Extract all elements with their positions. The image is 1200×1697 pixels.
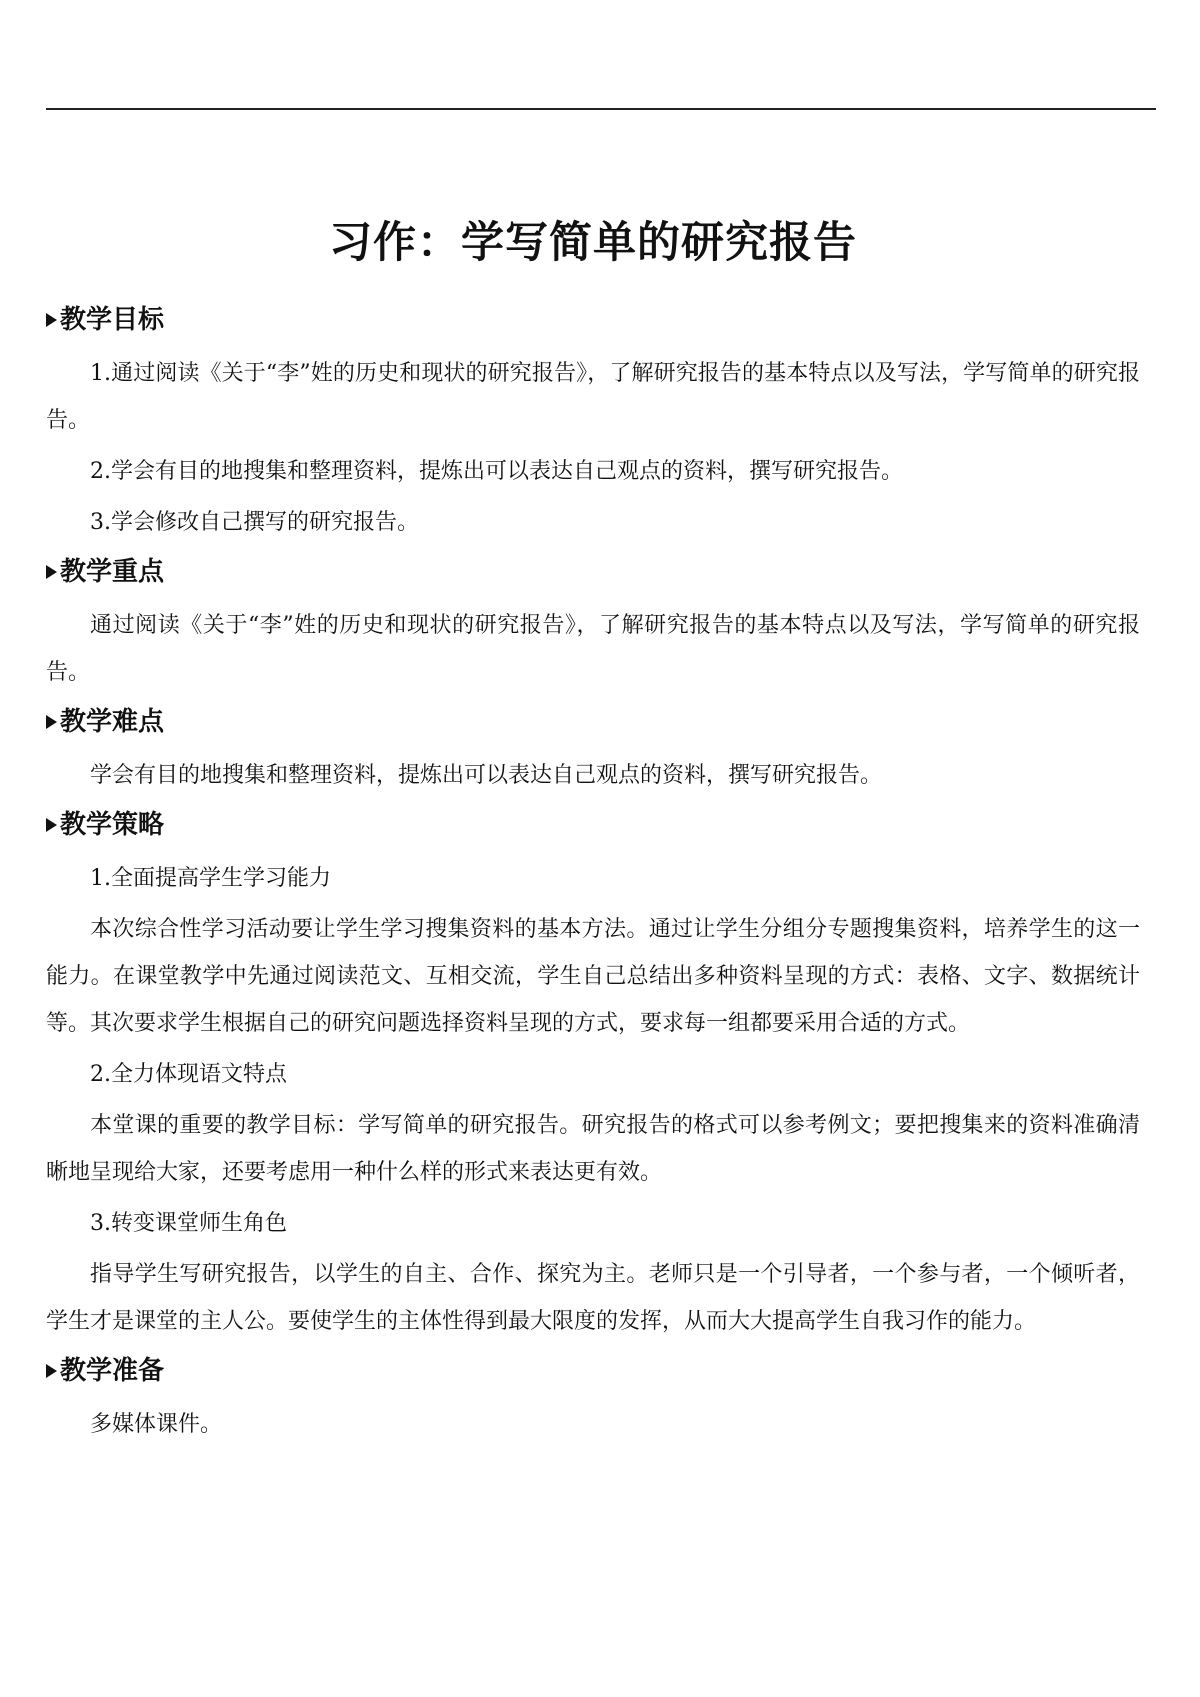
strategy-paragraph-1: 本次综合性学习活动要让学生学习搜集资料的基本方法。通过让学生分组分专题搜集资料，培养学生的这一能力。在课堂教学中先通过阅读范文、互相交流，学生自己总结出多种资料呈现的方式：表格、文字、数据统计等。其次要求学生根据自己的研究问题选择资料呈现的方式，要求每一组都要采用合适的方式。	[46, 917, 1140, 1036]
triangle-bullet-icon	[46, 313, 57, 327]
section-heading	[46, 803, 1140, 847]
preparation-paragraph: 多媒体课件。	[90, 1412, 223, 1437]
section-teaching-goals	[46, 298, 1140, 546]
section-heading-text: 教学重点	[60, 557, 165, 587]
document-title: 习作：学写简单的研究报告	[329, 218, 857, 268]
section-heading-text: 教学策略	[60, 810, 165, 840]
goal-item-1: 1.通过阅读《关于“李”姓的历史和现状的研究报告》，了解研究报告的基本特点以及写法，学写简单的研究报告。	[46, 361, 1140, 433]
section-teaching-difficulty	[46, 700, 1140, 799]
header-rule	[46, 108, 1156, 110]
triangle-bullet-icon	[46, 565, 57, 579]
section-teaching-preparation	[46, 1349, 1140, 1448]
section-heading	[46, 700, 1140, 744]
section-heading-text: 教学目标	[60, 305, 165, 335]
strategy-subheading-2: 2.全力体现语文特点	[90, 1062, 287, 1087]
difficulty-paragraph: 学会有目的地搜集和整理资料，提炼出可以表达自己观点的资料，撰写研究报告。	[90, 763, 883, 788]
triangle-bullet-icon	[46, 715, 57, 729]
document-body	[46, 212, 1140, 1452]
section-heading-text: 教学难点	[60, 707, 165, 737]
strategy-subheading-1: 1.全面提高学生学习能力	[90, 866, 331, 891]
strategy-paragraph-3: 指导学生写研究报告，以学生的自主、合作、探究为主。老师只是一个引导者，一个参与者，一个倾听者，学生才是课堂的主人公。要使学生的主体性得到最大限度的发挥，从而大大提高学生自我习作的能力。	[46, 1262, 1140, 1334]
section-heading	[46, 298, 1140, 342]
triangle-bullet-icon	[46, 1364, 57, 1378]
section-teaching-focus	[46, 550, 1140, 696]
strategy-paragraph-2: 本堂课的重要的教学目标：学写简单的研究报告。研究报告的格式可以参考例文；要把搜集来的资料准确清晰地呈现给大家，还要考虑用一种什么样的形式来表达更有效。	[46, 1113, 1140, 1185]
section-heading	[46, 1349, 1140, 1393]
focus-paragraph: 通过阅读《关于“李”姓的历史和现状的研究报告》，了解研究报告的基本特点以及写法，学写简单的研究报告。	[46, 613, 1140, 685]
section-heading	[46, 550, 1140, 594]
strategy-subheading-3: 3.转变课堂师生角色	[90, 1211, 287, 1236]
section-heading-text: 教学准备	[60, 1356, 165, 1386]
goal-item-3: 3.学会修改自己撰写的研究报告。	[90, 510, 419, 535]
section-teaching-strategy	[46, 803, 1140, 1345]
triangle-bullet-icon	[46, 818, 57, 832]
goal-item-2: 2.学会有目的地搜集和整理资料，提炼出可以表达自己观点的资料，撰写研究报告。	[90, 459, 903, 484]
